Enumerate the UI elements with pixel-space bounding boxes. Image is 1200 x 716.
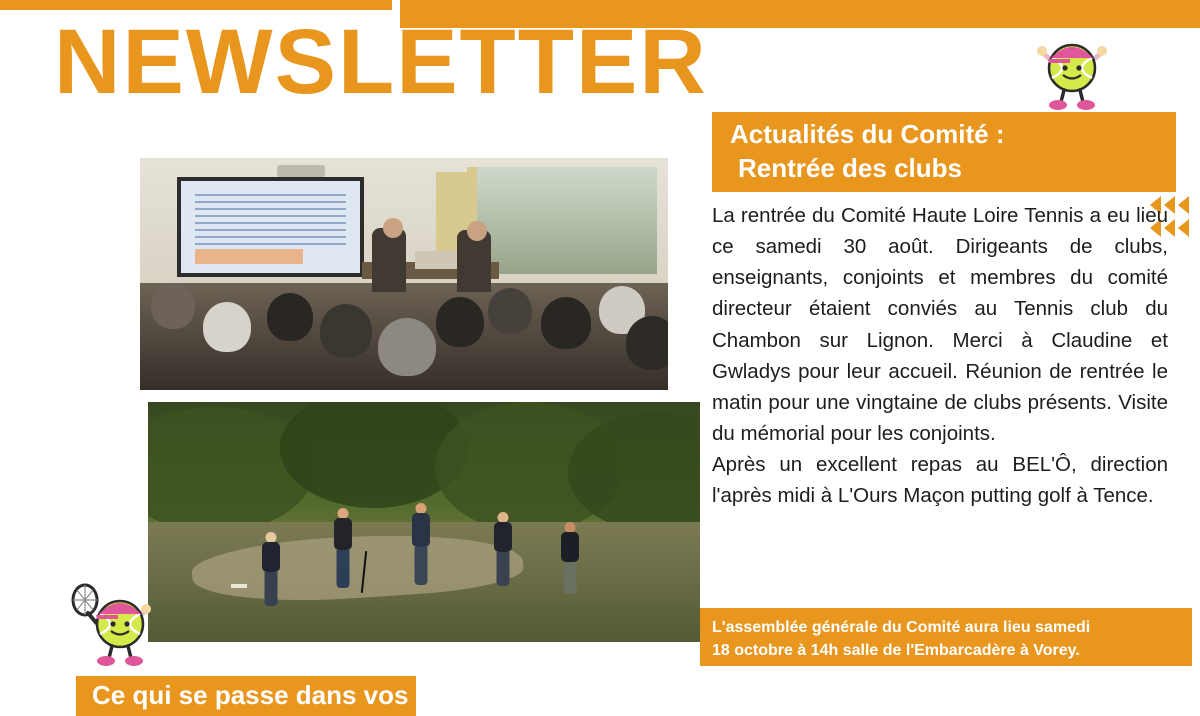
headline-line-1: Actualités du Comité : [730, 119, 1005, 149]
photo-meeting-room [140, 158, 668, 390]
section-headline [712, 112, 1176, 192]
tennis-ball-mascot-icon [1030, 28, 1112, 117]
notice-line-1: L'assemblée générale du Comité aura lieu samedi [712, 619, 1091, 636]
photo-putting-golf [148, 402, 700, 642]
article-paragraph-1: La rentrée du Comité Haute Loire Tennis a eu lieu ce samedi 30 août. Dirigeants de clubs, enseignants, conjoints et membres du comité directeur étaient conviés au Tennis club du Chambon sur Lignon. Merci à Claudine et Gwladys pour leur accueil. Réunion de rentrée le matin pour une vingtaine de clubs présents. Visite du mémorial pour les conjoints. [712, 204, 1168, 446]
article-paragraph-2: Après un excellent repas au BEL'Ô, direction l'après midi à L'Ours Maçon putting golf à Tence. [712, 453, 1168, 508]
tennis-ball-mascot-racket-icon [68, 576, 160, 675]
page-title: NEWSLETTER [54, 11, 708, 113]
article-body [712, 200, 1168, 512]
notice-line-2: 18 octobre à 14h salle de l'Embarcadère à Vorey. [712, 642, 1080, 660]
headline-line-2: Rentrée des clubs [738, 152, 962, 183]
top-accent-bar-left [0, 0, 392, 10]
figure [258, 532, 284, 610]
notice-banner [700, 608, 1192, 666]
footer-section-title: Ce qui se passe dans vos clubs [92, 680, 484, 710]
